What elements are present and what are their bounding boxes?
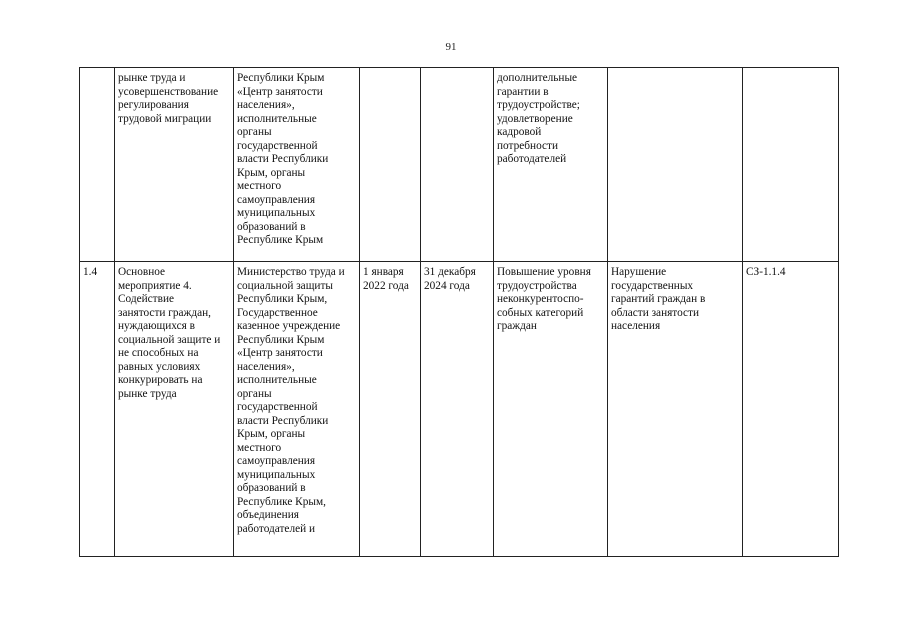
cell-consequence: Нарушение государственных гарантий граждан в области занятости населения xyxy=(608,262,743,557)
page-number: 91 xyxy=(445,41,457,53)
cell-end-date xyxy=(421,68,494,262)
cell-number xyxy=(80,68,115,262)
cell-expected-result: Повышение уровня трудоустройства неконкурентоспо- собных категорий граждан xyxy=(494,262,608,557)
cell-number: 1.4 xyxy=(80,262,115,557)
cell-start-date xyxy=(360,68,421,262)
cell-consequence xyxy=(608,68,743,262)
table-row xyxy=(80,68,839,262)
cell-measure: Основное мероприятие 4. Содействие занятости граждан, нуждающихся в социальной защите и не способных на равных условиях конкурировать на рынке труда xyxy=(115,262,234,557)
cell-end-date: 31 декабря 2024 года xyxy=(421,262,494,557)
cell-expected-result: дополнительные гарантии в трудоустройстве; удовлетворение кадровой потребности работодателей xyxy=(494,68,608,262)
cell-executors: Министерство труда и социальной защиты Республики Крым, Государственное казенное учреждение Республики Крым «Центр занятости населения», исполнительные органы государственной власти Республики Крым, органы местного самоуправления муниципальных образований в Республике Крым, объединения работодателей и xyxy=(234,262,360,557)
cell-start-date: 1 января 2022 года xyxy=(360,262,421,557)
cell-link xyxy=(743,68,839,262)
cell-executors: Республики Крым «Центр занятости населения», исполнительные органы государственной власти Республики Крым, органы местного самоуправления муниципальных образований в Республике Крым xyxy=(234,68,360,262)
measures-table xyxy=(79,67,839,557)
cell-link: СЗ-1.1.4 xyxy=(743,262,839,557)
cell-measure: рынке труда и усовершенствование регулирования трудовой миграции xyxy=(115,68,234,262)
table-row xyxy=(80,262,839,557)
